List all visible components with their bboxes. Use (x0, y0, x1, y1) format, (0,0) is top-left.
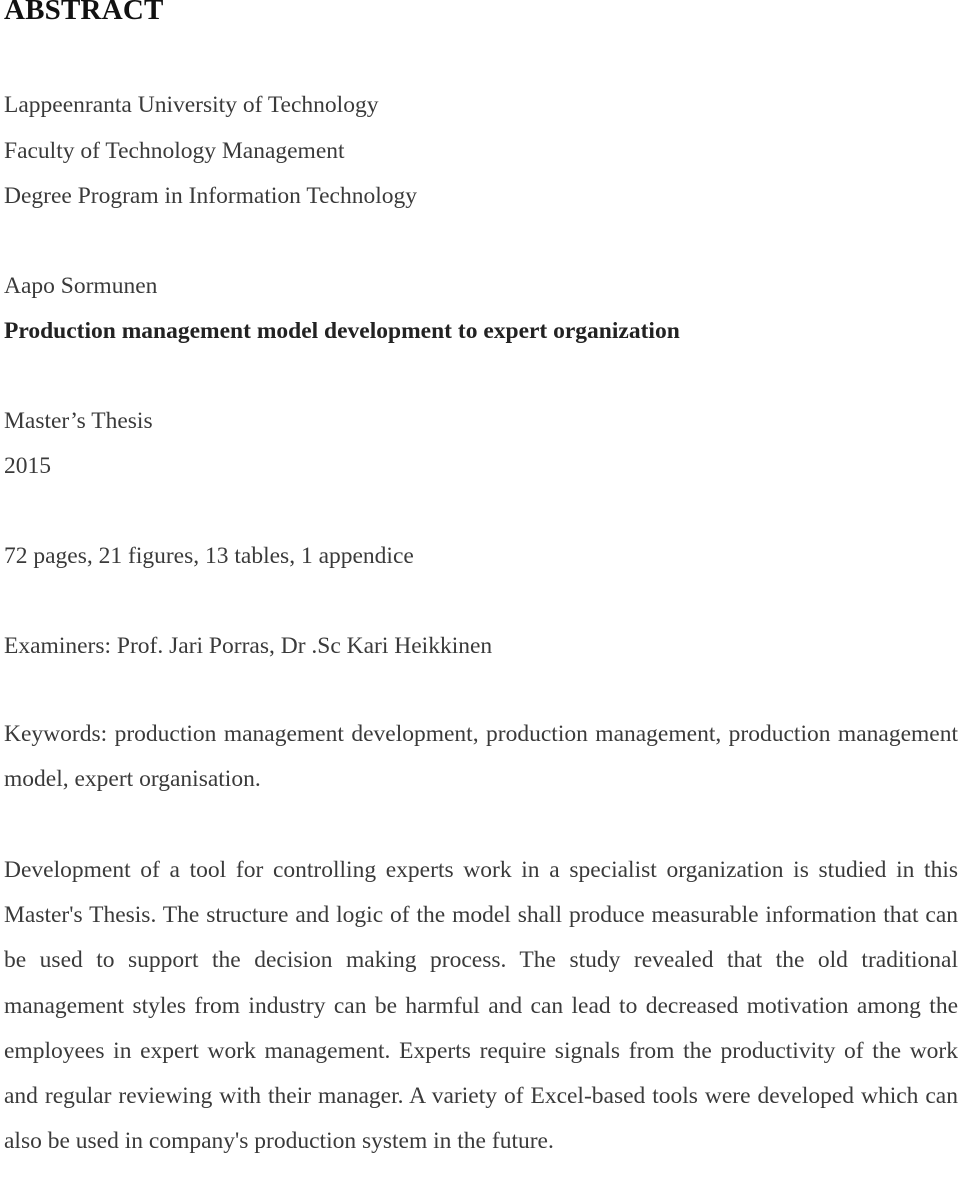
thesis-title: Production management model development to expert organization (4, 318, 680, 344)
keywords: Keywords: production management development, production management, production management model, expert organisation. (4, 721, 958, 793)
author-name: Aapo Sormunen (4, 273, 158, 299)
thesis-type: Master’s Thesis (4, 408, 153, 434)
university-name: Lappeenranta University of Technology (4, 92, 379, 118)
degree-program: Degree Program in Information Technology (4, 183, 417, 209)
thesis-extent: 72 pages, 21 figures, 13 tables, 1 appendice (4, 543, 414, 569)
abstract-body: Development of a tool for controlling experts work in a specialist organization is studied in this Master's Thesis. The structure and logic of the model shall produce measurable information that can be used to support the decision making process. The study revealed that the old traditional management styles from industry can be harmful and can lead to decreased motivation among the employees in expert work management. Experts require signals from the productivity of the work and regular reviewing with their manager. A variety of Excel-based tools were developed which can also be used in company's production system in the future. (4, 857, 958, 1155)
faculty-name: Faculty of Technology Management (4, 138, 345, 164)
abstract-heading: ABSTRACT (4, 0, 164, 26)
thesis-year: 2015 (4, 453, 51, 479)
examiners: Examiners: Prof. Jari Porras, Dr .Sc Kari Heikkinen (4, 633, 493, 659)
